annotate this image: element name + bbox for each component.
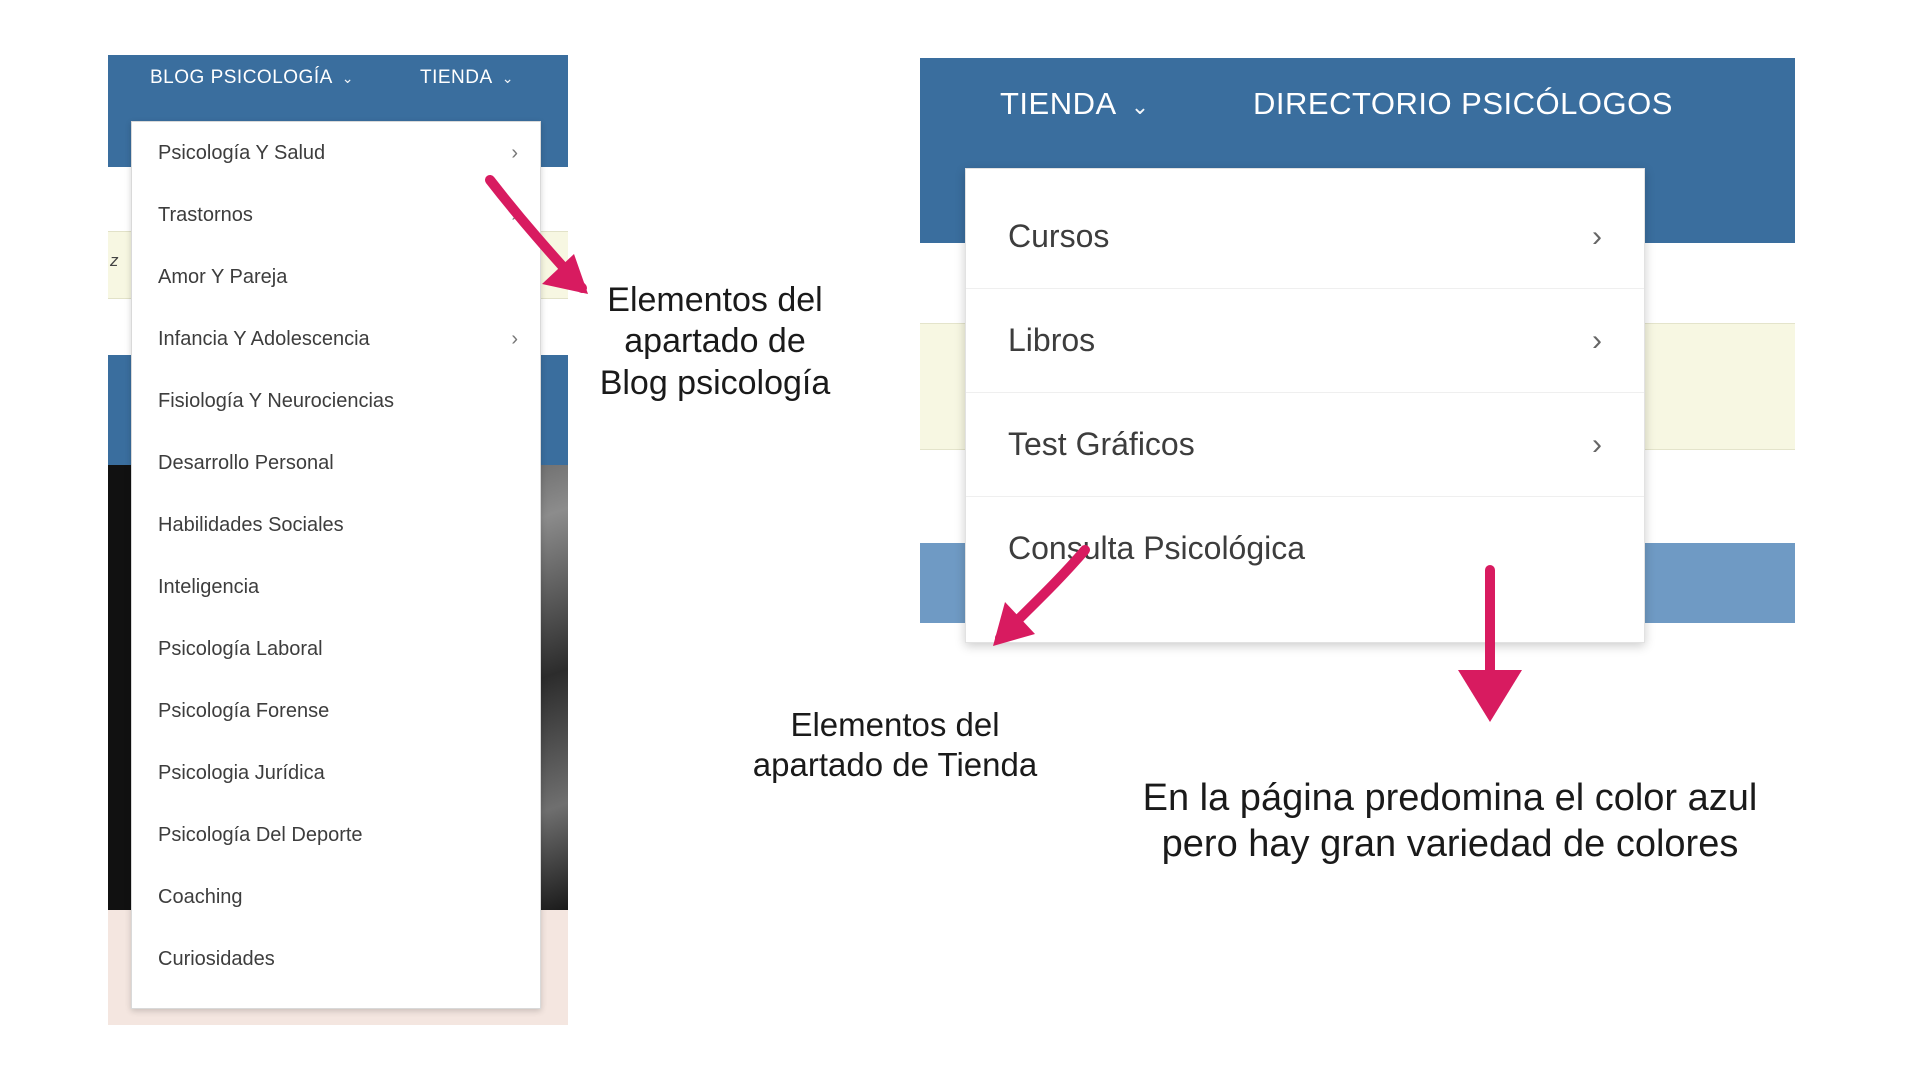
nav-item-directorio-psicologos[interactable] [1253, 86, 1673, 122]
menu-item-label: Psicología Forense [158, 700, 330, 722]
menu-item-label: Coaching [158, 886, 243, 908]
chevron-right-icon: › [1592, 324, 1602, 357]
chevron-down-icon: ⌄ [341, 70, 355, 86]
menu-item-label: Test Gráficos [1008, 426, 1195, 462]
tienda-menu-screenshot [920, 58, 1795, 623]
menu-item-label: Consulta Psicológica [1008, 530, 1306, 566]
menu-item[interactable] [132, 804, 540, 866]
menu-item[interactable] [132, 866, 540, 928]
nav-item-blog-psicologia[interactable] [150, 67, 354, 89]
menu-item-label: Infancia Y Adolescencia [158, 328, 370, 350]
menu-item[interactable] [132, 556, 540, 618]
chevron-right-icon: › [1592, 428, 1602, 461]
menu-item[interactable] [132, 122, 540, 184]
menu-item[interactable] [966, 393, 1644, 497]
menu-item-label: Psicología Del Deporte [158, 824, 363, 846]
nav-item-tienda-label: TIENDA [1000, 86, 1117, 121]
menu-item-label: Psicología Y Salud [158, 142, 326, 164]
nav-item-tienda-label: TIENDA [420, 67, 493, 88]
chevron-down-icon: ⌄ [1130, 94, 1150, 119]
nav-item-tienda[interactable] [420, 67, 514, 89]
chevron-right-icon: › [511, 142, 518, 164]
annotation-text-tienda: Elementos del apartado de Tienda [752, 706, 1038, 784]
menu-item-label: Fisiología Y Neurociencias [158, 390, 395, 412]
nav-item-tienda[interactable] [1000, 86, 1150, 122]
chevron-right-icon: › [511, 204, 518, 226]
menu-item[interactable] [132, 618, 540, 680]
menu-item[interactable] [132, 432, 540, 494]
menu-item[interactable] [132, 494, 540, 556]
annotation-arrow-colores [1440, 570, 1550, 750]
close-icon[interactable]: × [646, 812, 668, 853]
annotation-arrow-tienda [945, 550, 1125, 690]
menu-item[interactable] [132, 370, 540, 432]
menu-item-label: Trastornos [158, 204, 253, 226]
menu-item[interactable] [132, 928, 540, 990]
chevron-right-icon: › [1592, 220, 1602, 253]
menu-item-label: Curiosidades [158, 948, 275, 970]
menu-item[interactable] [966, 185, 1644, 289]
menu-item[interactable] [966, 289, 1644, 393]
menu-item-label: Libros [1008, 322, 1096, 358]
menu-item-label: Cursos [1008, 218, 1110, 254]
menu-item-label: Amor Y Pareja [158, 266, 288, 288]
chevron-down-icon: ⌄ [501, 70, 514, 86]
background-snippet-text: z [110, 251, 119, 270]
menu-item-label: Psicología Laboral [158, 638, 323, 660]
nav-item-directorio-label: DIRECTORIO PSICÓLOGOS [1253, 86, 1673, 121]
chevron-right-icon: › [511, 328, 518, 350]
menu-item[interactable] [132, 680, 540, 742]
menu-item-label: Inteligencia [158, 576, 260, 598]
menu-item-label: Habilidades Sociales [158, 514, 344, 536]
annotation-text-colores: En la página predomina el color azul pero hay gran variedad de colores [1142, 777, 1758, 866]
nav-item-blog-label: BLOG PSICOLOGÍA [150, 67, 333, 88]
annotation-text-blog: Elementos del apartado de Blog psicología [599, 281, 831, 402]
menu-item[interactable] [132, 742, 540, 804]
menu-item-label: Psicologia Jurídica [158, 762, 325, 784]
menu-item-label: Desarrollo Personal [158, 452, 334, 474]
